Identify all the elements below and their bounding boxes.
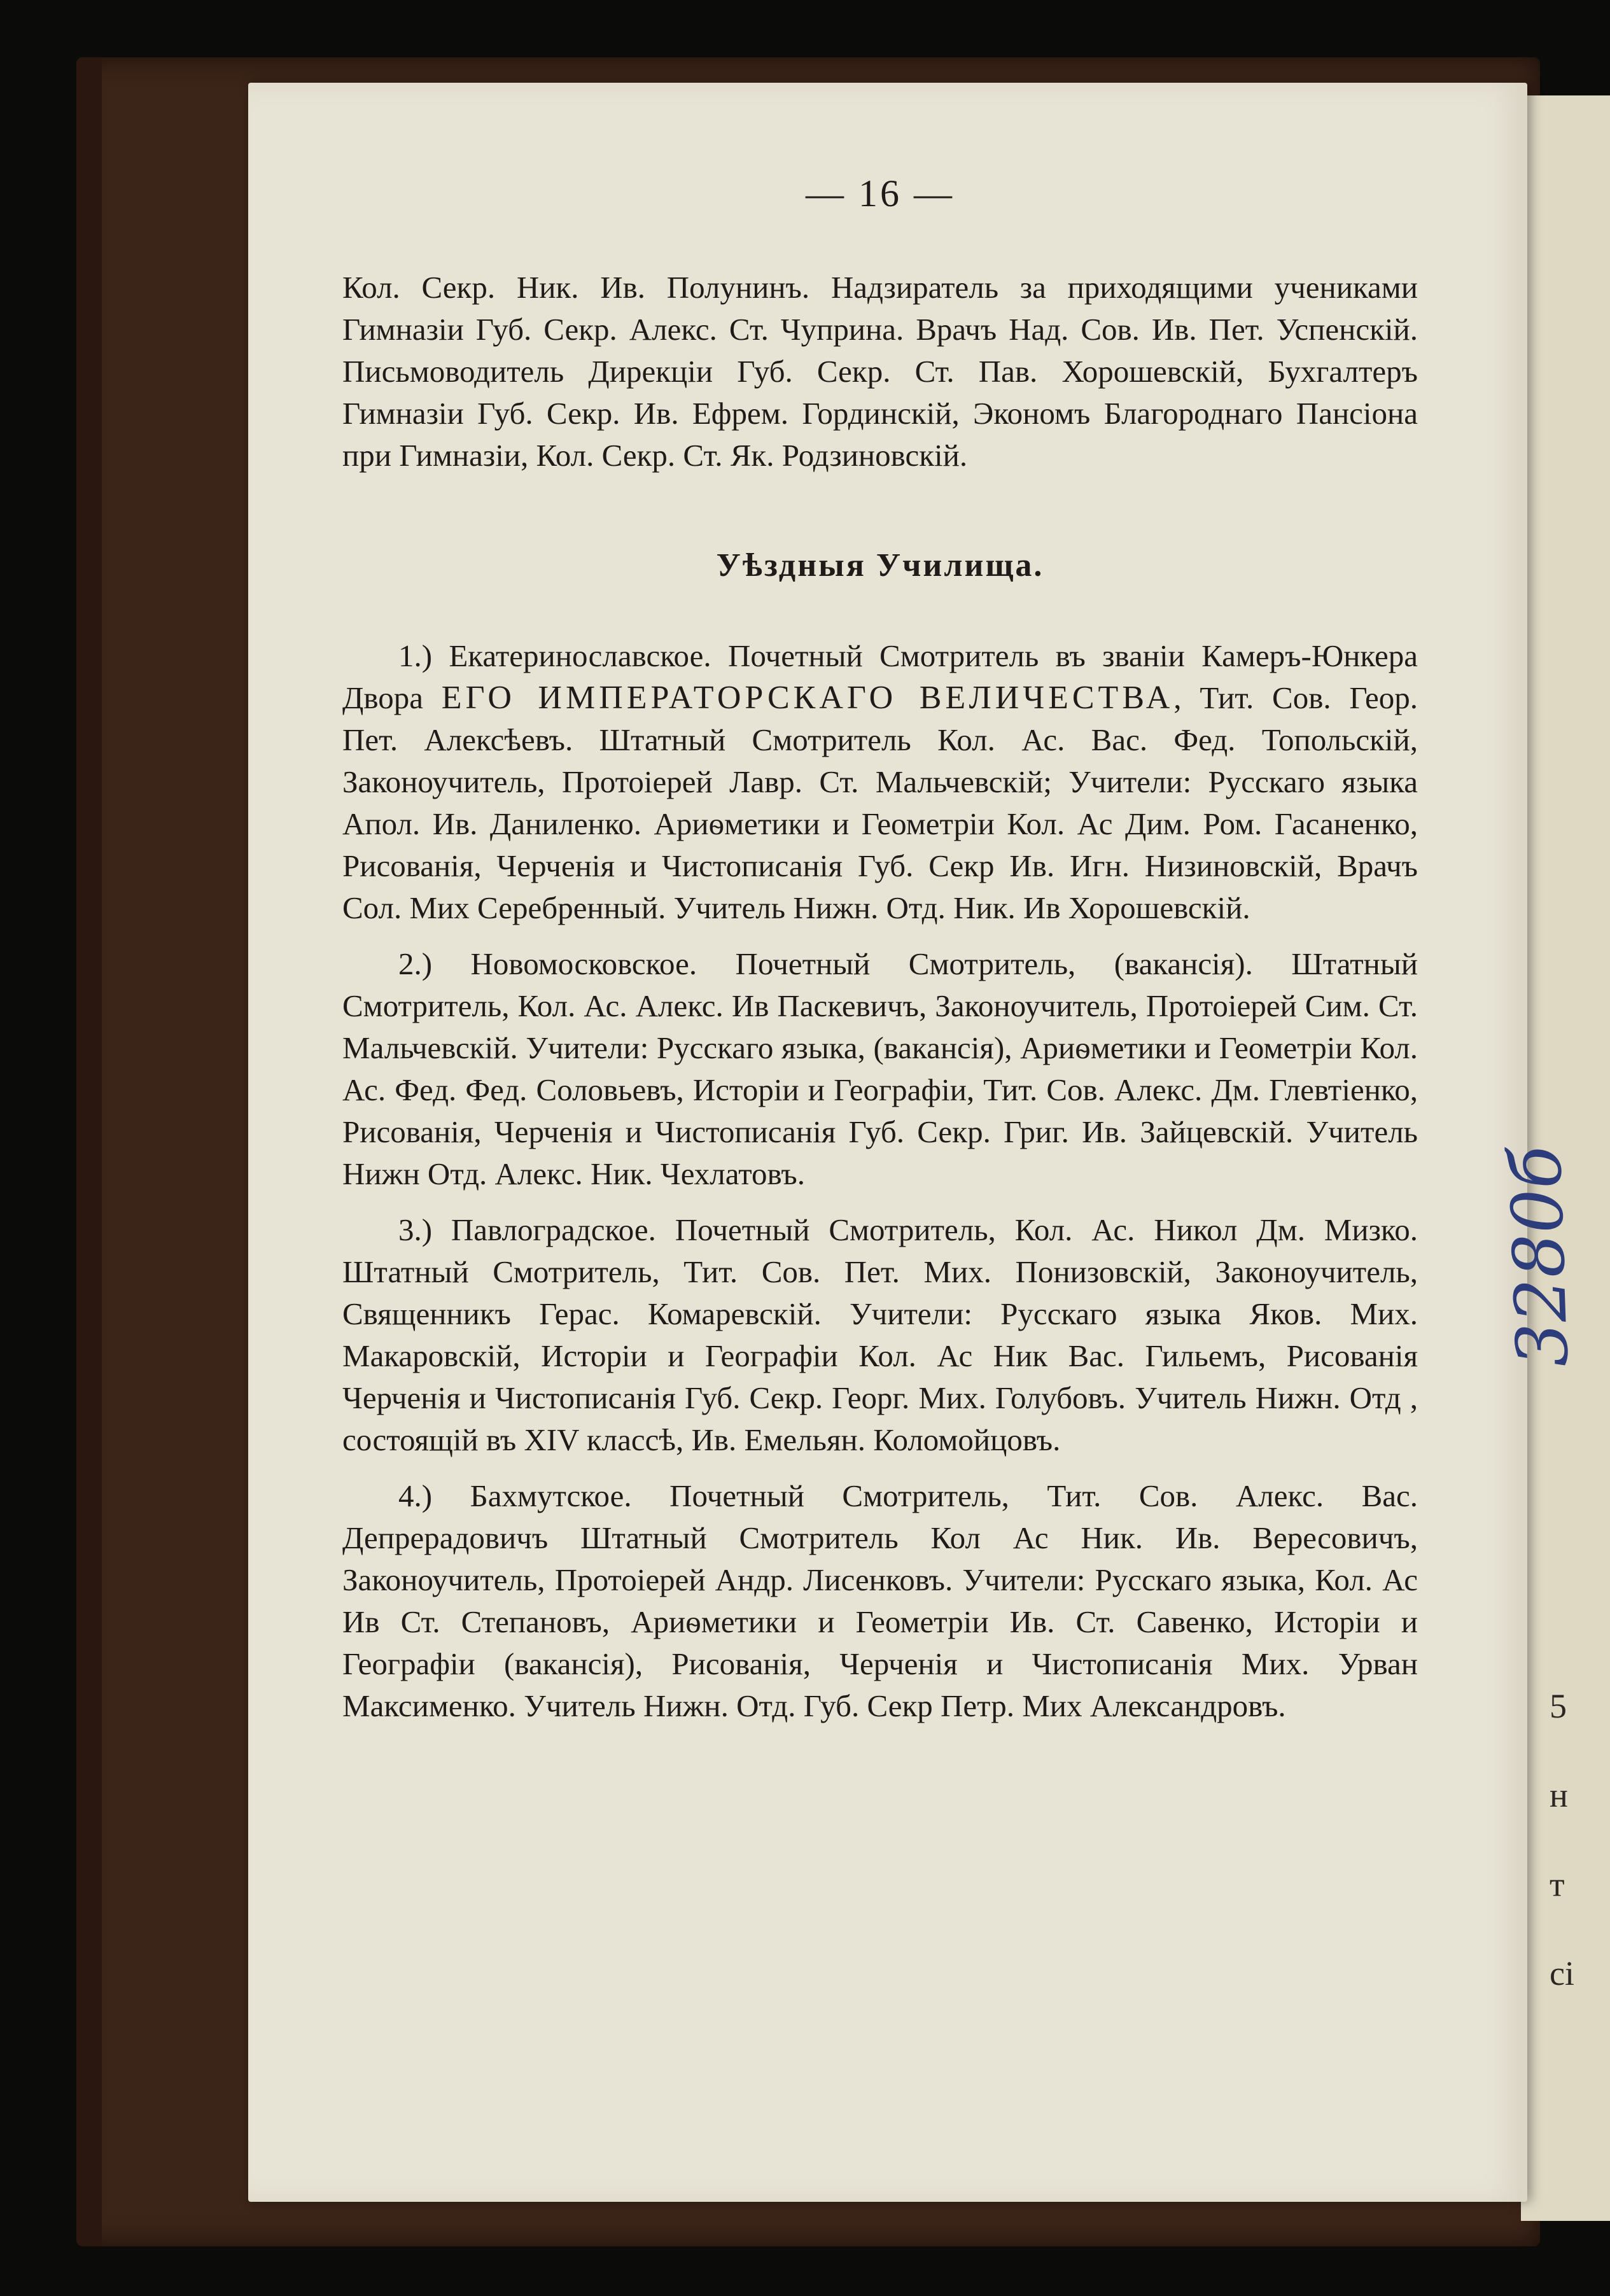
next-page-fragment: 5 bbox=[1550, 1687, 1567, 1725]
school-entry-2: 2.) Новомосковское. Почетный Смотритель, (вакансія). Штатный Смотритель, Кол. Ас. Алекс. Ив Паскевичъ, Законоучитель, Протоіерей Сим. Ст. Мальчевскій. Учители: Русскаго языка, (вакансія), Ариѳметики и Геометріи Кол. Ас. Фед. Фед. Соловьевъ, Исторіи и Географіи, Тит. Сов. Алекс. Дм. Глевтіенко, Рисованія, Черченія и Чистописанія Губ. Секр. Григ. Ив. Зайцевскій. Учитель Нижн Отд. Алекс. Ник. Чехлатовъ. bbox=[342, 946, 1418, 1191]
next-page-fragment: сі bbox=[1550, 1954, 1574, 1992]
school-entry-4: 4.) Бахмутское. Почетный Смотритель, Тит. Сов. Алекс. Вас. Депрерадовичъ Штатный Смотритель Кол Ас Ник. Ив. Вересовичъ, Законоучитель, Протоіерей Андр. Лисенковъ. Учители: Русскаго языка, Кол. Ас Ив Ст. Степановъ, Ариѳметики и Геометріи Ив. Ст. Савенко, Исторіи и Географіи (вакансія), Рисованія, Черченія и Чистописанія Мих. Урван Максименко. Учитель Нижн. Отд. Губ. Секр Петр. Мих Александровъ. bbox=[342, 1478, 1418, 1723]
handwritten-inventory-number: 3280б bbox=[1494, 1144, 1584, 1369]
school-entry-3: 3.) Павлоградское. Почетный Смотритель, Кол. Ас. Никол Дм. Мизко. Штатный Смотритель, Тит. Сов. Пет. Мих. Понизовскій, Законоучитель, Священникъ Герас. Комаревскій. Учители: Русскаго языка Яков. Мих. Макаровскій, Исторіи и Географіи Кол. Ас Ник Вас. Гильемъ, Рисованія Черченія и Чистописанія Губ. Секр. Георг. Мих. Голубовъ. Учитель Нижн. Отд , состоящій въ XIV классѣ, Ив. Емельян. Коломойцовъ. bbox=[342, 1212, 1418, 1457]
section-heading: Уѣздныя Училища. bbox=[716, 547, 1044, 584]
page-content bbox=[342, 172, 1418, 1741]
page-number: — 16 — bbox=[806, 172, 955, 214]
entry-text: , Тит. Сов. Геор. Пет. Алексѣевъ. Штатный Смотритель Кол. Ас. Вас. Фед. Топольскій, Законоучитель, Протоіерей Лавр. Ст. Мальчевскій; Учители: Русскаго языка Апол. Ив. Даниленко. Ариѳметики и Геометріи Кол. Ас Дим. Ром. Гасаненко, Рисованія, Черченія и Чистописанія Губ. Секр Ив. Игн. Низиновскій, Врачъ Сол. Мих Серебренный. Учитель Нижн. Отд. Ник. Ив Хорошевскій. bbox=[342, 680, 1418, 925]
book-spine bbox=[76, 57, 102, 2246]
entry-highlight: ЕГО ИМПЕРАТОРСКАГО ВЕЛИЧЕСТВА bbox=[441, 680, 1174, 716]
book-page bbox=[248, 83, 1527, 2202]
intro-paragraph: Кол. Секр. Ник. Ив. Полунинъ. Надзиратель за приходящими учениками Гимназіи Губ. Секр. Алекс. Ст. Чуприна. Врачъ Над. Сов. Ив. Пет. Успенскій. Письмоводитель Дирекціи Губ. Секр. Ст. Пав. Хорошевскій, Бухгалтеръ Гимназіи Губ. Секр. Ив. Ефрем. Гординскій, Экономъ Благороднаго Пансіона при Гимназіи, Кол. Секр. Ст. Як. Родзиновскій. bbox=[342, 270, 1418, 473]
next-page-fragment: т bbox=[1550, 1865, 1565, 1903]
entry-text: 1.) Екатеринославское. Почетный Смотритель въ званіи Камеръ-Юнкера Двора bbox=[342, 638, 1418, 715]
next-page-fragment: н bbox=[1550, 1776, 1568, 1814]
school-entry-1 bbox=[342, 635, 1418, 929]
